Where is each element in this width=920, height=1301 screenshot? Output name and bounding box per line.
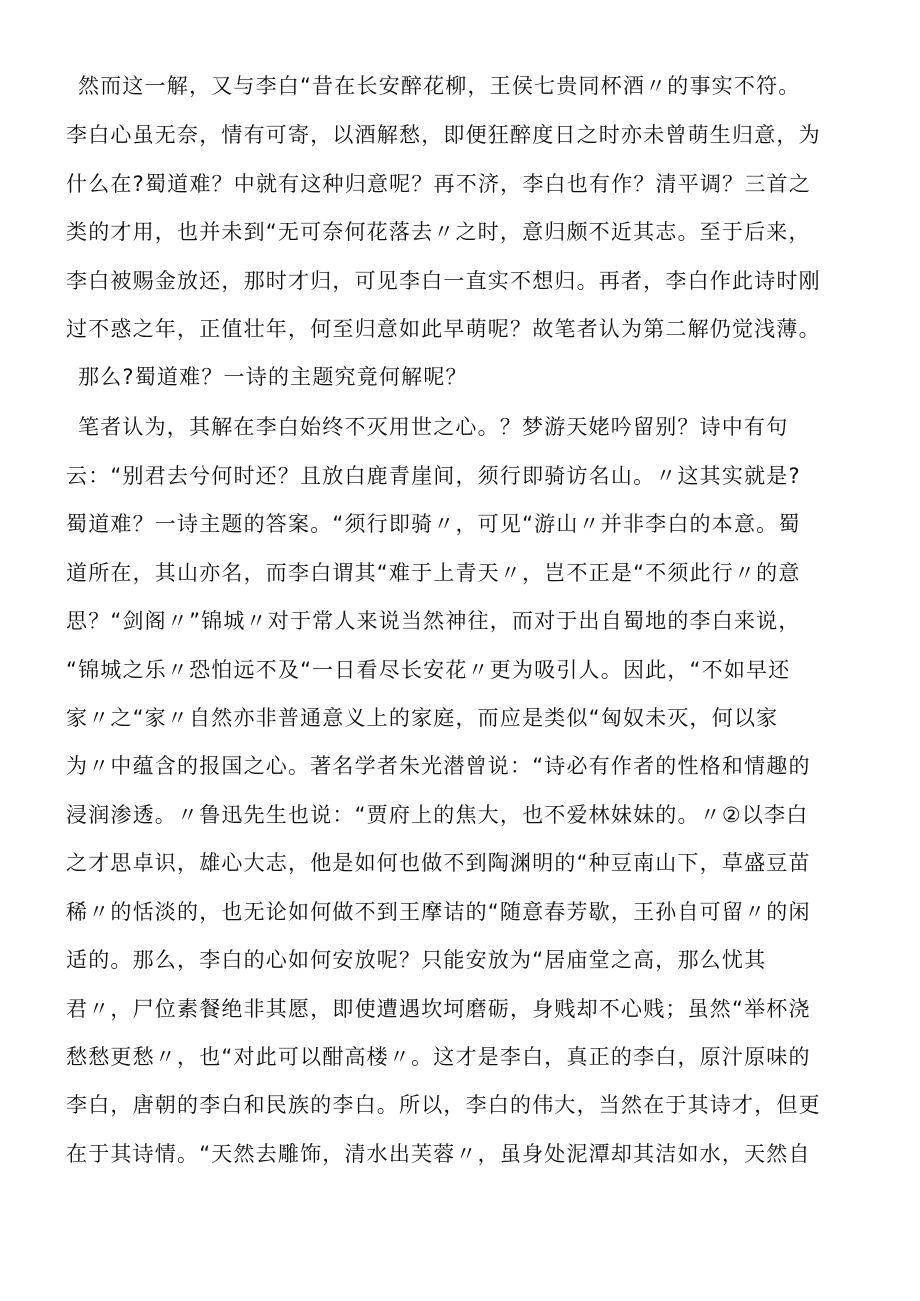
text-line: 浸润渗透。〃鲁迅先生也说：“贾府上的焦大，也不爱林妹妹的。〃②以李白 (66, 803, 809, 827)
text-line: 什么在?蜀道难？中就有这种归意呢？再不济，李白也有作？清平调？三首之 (66, 172, 811, 196)
text-line: 君〃，尸位素餐绝非其愿，即使遭遇坎坷磨砺，身贱却不心贱；虽然“举杯浇 (66, 997, 811, 1021)
text-line: 愁愁更愁〃，也“对此可以酣高楼〃。这才是李白，真正的李白，原汁原味的 (66, 1045, 811, 1069)
text-line: 稀〃的恬淡的，也无论如何做不到王摩诘的“随意春芳歇，王孙自可留〃的闲 (66, 900, 811, 924)
text-line: 在于其诗情。“天然去雕饰，清水出芙蓉〃，虽身处泥潭却其洁如水，天然自 (66, 1142, 811, 1166)
text-line: 适的。那么，李白的心如何安放呢？只能安放为“居庙堂之高，那么忧其 (66, 948, 767, 972)
text-line: 蜀道难？一诗主题的答案。“须行即骑〃，可见“游山〃并非李白的本意。蜀 (66, 512, 801, 536)
text-line: 思？“剑阁〃”锦城〃对于常人来说当然神往，而对于出自蜀地的李白来说， (66, 609, 801, 633)
text-line: 笔者认为，其解在李白始终不灭用世之心。？梦游天姥吟留别？诗中有句 (78, 415, 789, 439)
text-line: 道所在，其山亦名，而李白谓其“难于上青天〃，岂不正是“不须此行〃的意 (66, 561, 801, 585)
text-line: 之才思卓识，雄心大志，他是如何也做不到陶渊明的“种豆南山下，草盛豆苗 (66, 851, 811, 875)
text-line: “锦城之乐〃恐怕远不及“一日看尽长安花〃更为吸引人。因此，“不如早还 (66, 658, 791, 682)
text-line: 家〃之“家〃自然亦非普通意义上的家庭，而应是类似“匈奴未灭，何以家 (66, 706, 779, 730)
text-line: 为〃中蕴含的报国之心。著名学者朱光潜曾说：“诗必有作者的性格和情趣的 (66, 754, 811, 778)
text-line: 李白，唐朝的李白和民族的李白。所以，李白的伟大，当然在于其诗才，但更 (66, 1093, 821, 1117)
text-line: 类的才用，也并未到“无可奈何花落去〃之时，意归颇不近其志。至于后来， (66, 220, 811, 244)
text-line: 李白被赐金放还，那时才归，可见李白一直实不想归。再者，李白作此诗时刚 (66, 269, 821, 293)
text-line: 那么?蜀道难？一诗的主题究竟何解呢？ (78, 365, 468, 389)
text-line: 李白心虽无奈，情有可寄，以酒解愁，即便狂醉度日之时亦未曾萌生归意，为 (66, 123, 821, 147)
text-line: 云：“别君去兮何时还？且放白鹿青崖间，须行即骑访名山。〃这其实就是? (66, 464, 801, 488)
text-line: 过不惑之年，正值壮年，何至归意如此早萌呢？故笔者认为第二解仍觉浅薄。 (66, 317, 821, 341)
text-line: 然而这一解，又与李白“昔在长安醉花柳，王侯七贵同杯酒〃的事实不符。 (78, 74, 801, 98)
